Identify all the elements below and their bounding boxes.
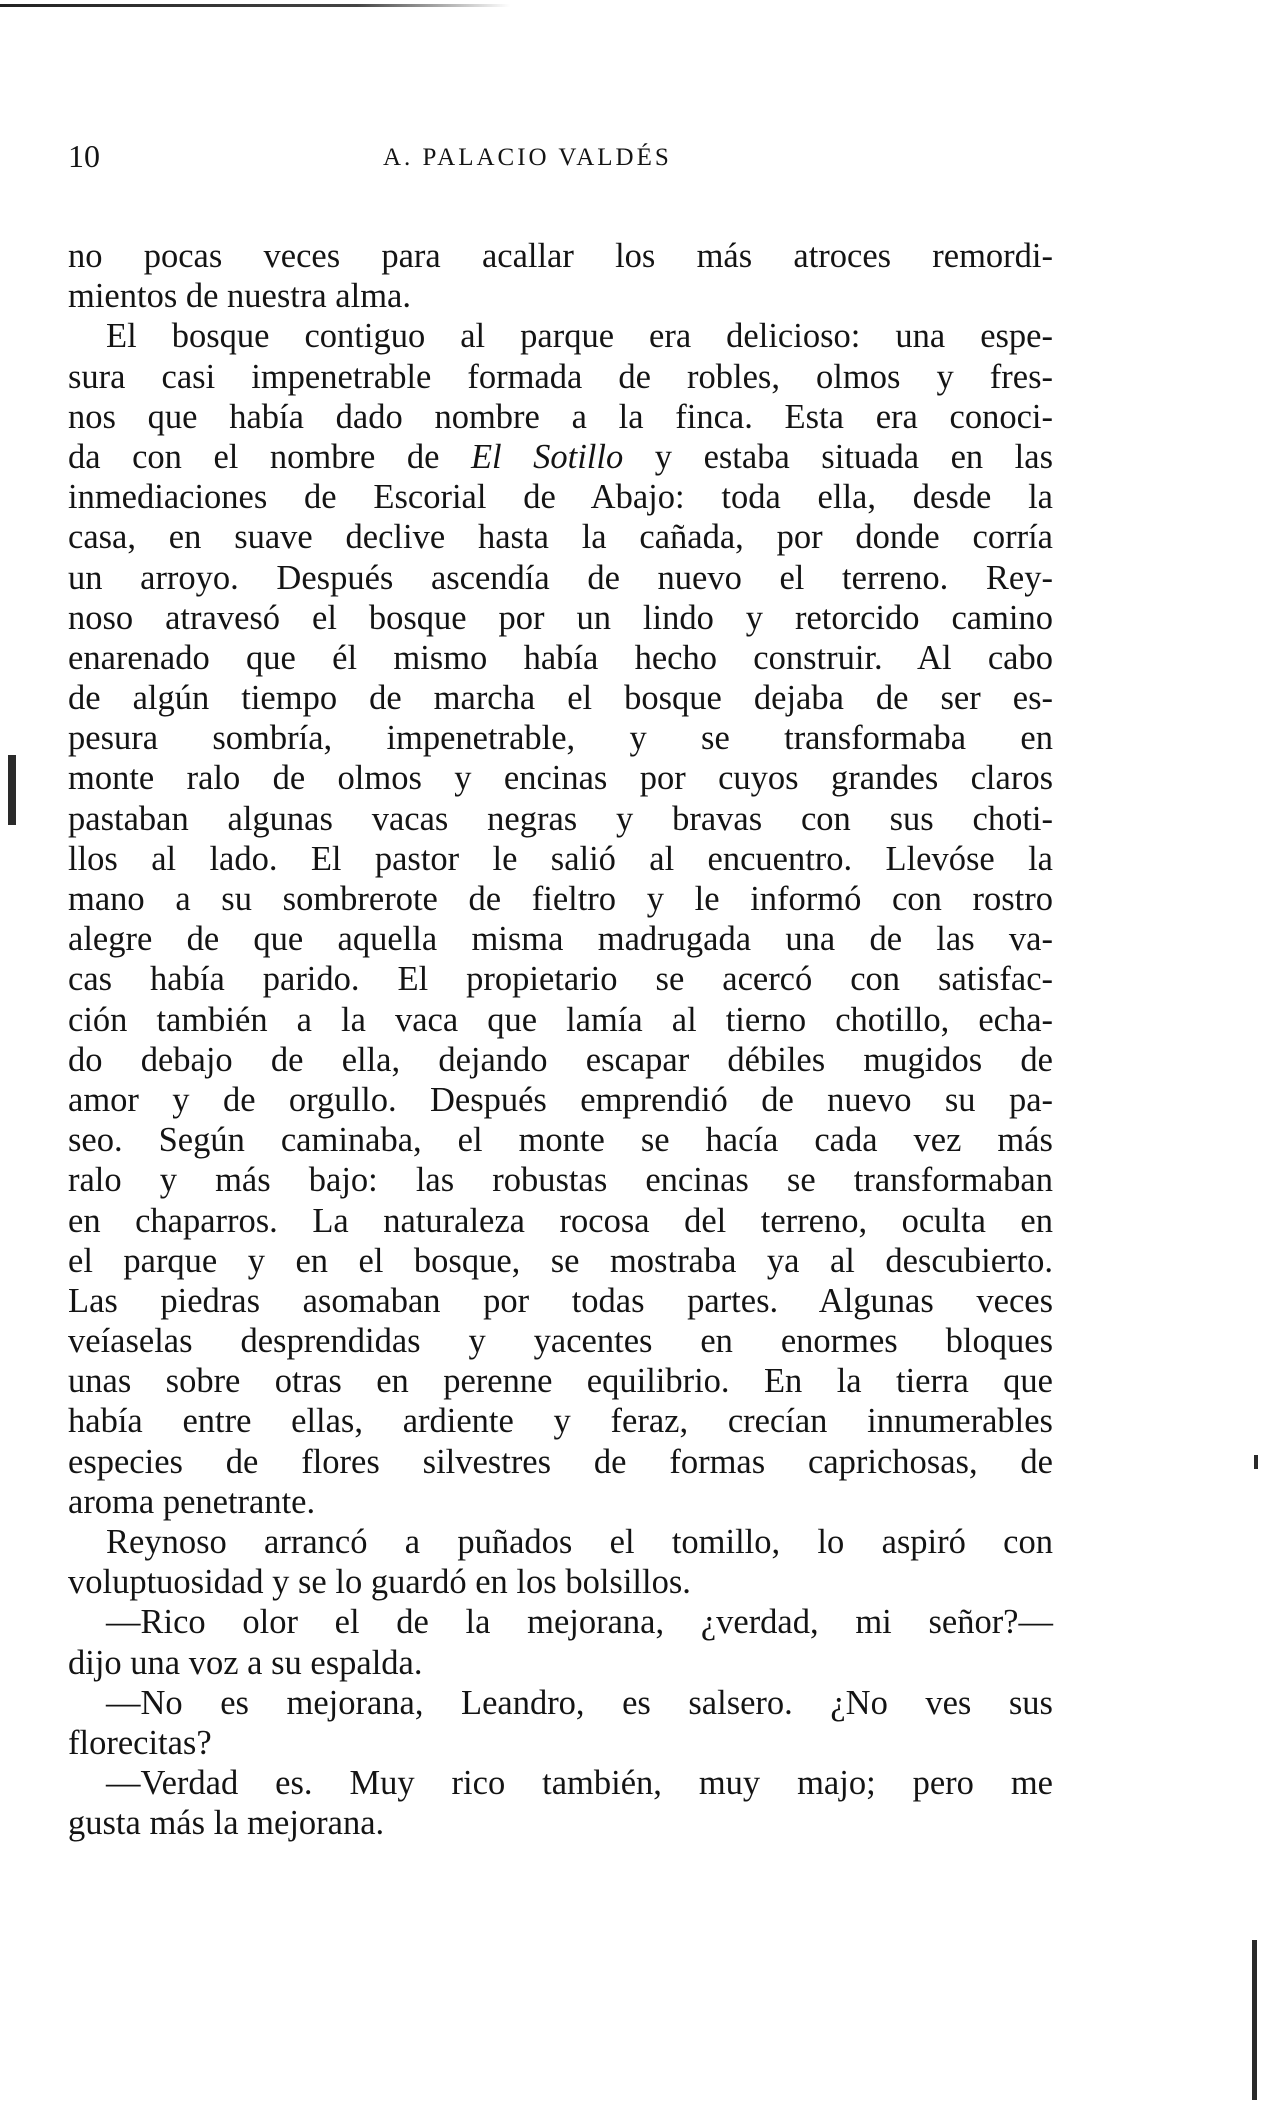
text-line [68,437,1053,477]
text-line: cas había parido. El propietario se acercó con satisfac- [68,960,1053,999]
text-segment: y estaba situada en las [623,437,1053,476]
page-number: 10 [68,138,100,174]
text-line: enarenado que él mismo había hecho construir. Al cabo [68,638,1053,677]
body-text [68,236,1053,1844]
text-line: —No es mejorana, Leandro, es salsero. ¿No ves sus [106,1683,1053,1722]
text-line: veíaselas desprendidas y yacentes en enormes bloques [68,1322,1053,1361]
text-line: sura casi impenetrable formada de robles, olmos y fres- [68,357,1053,396]
text-line: —Rico olor el de la mejorana, ¿verdad, mi señor?— [106,1603,1053,1642]
text-line: especies de flores silvestres de formas caprichosas, de [68,1442,1053,1481]
text-line: amor y de orgullo. Después emprendió de nuevo su pa- [68,1080,1053,1119]
text-line: voluptuosidad y se lo guardó en los bolsillos. [68,1563,691,1602]
right-margin-scan-mark [1252,1940,1257,2100]
text-line: ción también a la vaca que lamía al tierno chotillo, echa- [68,1000,1053,1039]
text-line: Reynoso arrancó a puñados el tomillo, lo aspiró con [106,1523,1053,1561]
text-line: do debajo de ella, dejando escapar débiles mugidos de [68,1040,1053,1079]
text-line: un arroyo. Después ascendía de nuevo el terreno. Rey- [68,558,1053,597]
text-line: gusta más la mejorana. [68,1804,385,1843]
text-line: el parque y en el bosque, se mostraba ya al descubierto. [68,1241,1053,1280]
text-line: pastaban algunas vacas negras y bravas con sus choti- [68,799,1053,838]
text-segment: da con el nombre de [68,437,471,476]
text-line: casa, en suave declive hasta la cañada, por donde corría [68,518,1053,557]
text-line: seo. Según caminaba, el monte se hacía cada vez más [68,1121,1053,1160]
text-line: no pocas veces para acallar los más atroces remordi- [68,237,1053,275]
page-header [68,136,1053,176]
text-line: monte ralo de olmos y encinas por cuyos grandes claros [68,759,1053,798]
text-line: noso atravesó el bosque por un lindo y retorcido camino [68,598,1053,637]
text-line: llos al lado. El pastor le salió al encuentro. Llevóse la [68,839,1053,878]
text-line: en chaparros. La naturaleza rocosa del terreno, oculta en [68,1201,1053,1240]
right-margin-scan-mark [1254,1455,1258,1469]
text-line: había entre ellas, ardiente y feraz, crecían innumerables [68,1402,1053,1441]
text-line: ralo y más bajo: las robustas encinas se transformaban [68,1161,1053,1200]
text-line: mano a su sombrerote de fieltro y le informó con rostro [68,880,1053,918]
running-head: A. PALACIO VALDÉS [383,144,672,171]
italic-title: El Sotillo [470,437,624,476]
text-line: Las piedras asomaban por todas partes. Algunas veces [68,1281,1053,1320]
text-line: unas sobre otras en perenne equilibrio. En la tierra que [68,1362,1053,1401]
text-line: de algún tiempo de marcha el bosque dejaba de ser es- [68,679,1053,718]
text-line: mientos de nuestra alma. [68,277,411,316]
text-line: —Verdad es. Muy rico también, muy majo; pero me [106,1764,1053,1803]
text-line: florecitas? [68,1723,212,1762]
text-line: nos que había dado nombre a la finca. Esta era conoci- [68,397,1053,436]
text-line: pesura sombría, impenetrable, y se transformaba en [68,719,1053,758]
left-margin-scan-mark [8,755,16,825]
text-line: aroma penetrante. [68,1482,316,1521]
text-line: El bosque contiguo al parque era delicioso: una espe- [106,317,1053,356]
top-scan-rule [0,4,510,7]
text-line: dijo una voz a su espalda. [68,1643,423,1682]
text-line: alegre de que aquella misma madrugada una de las va- [68,920,1053,959]
text-line: inmediaciones de Escorial de Abajo: toda ella, desde la [68,478,1053,517]
